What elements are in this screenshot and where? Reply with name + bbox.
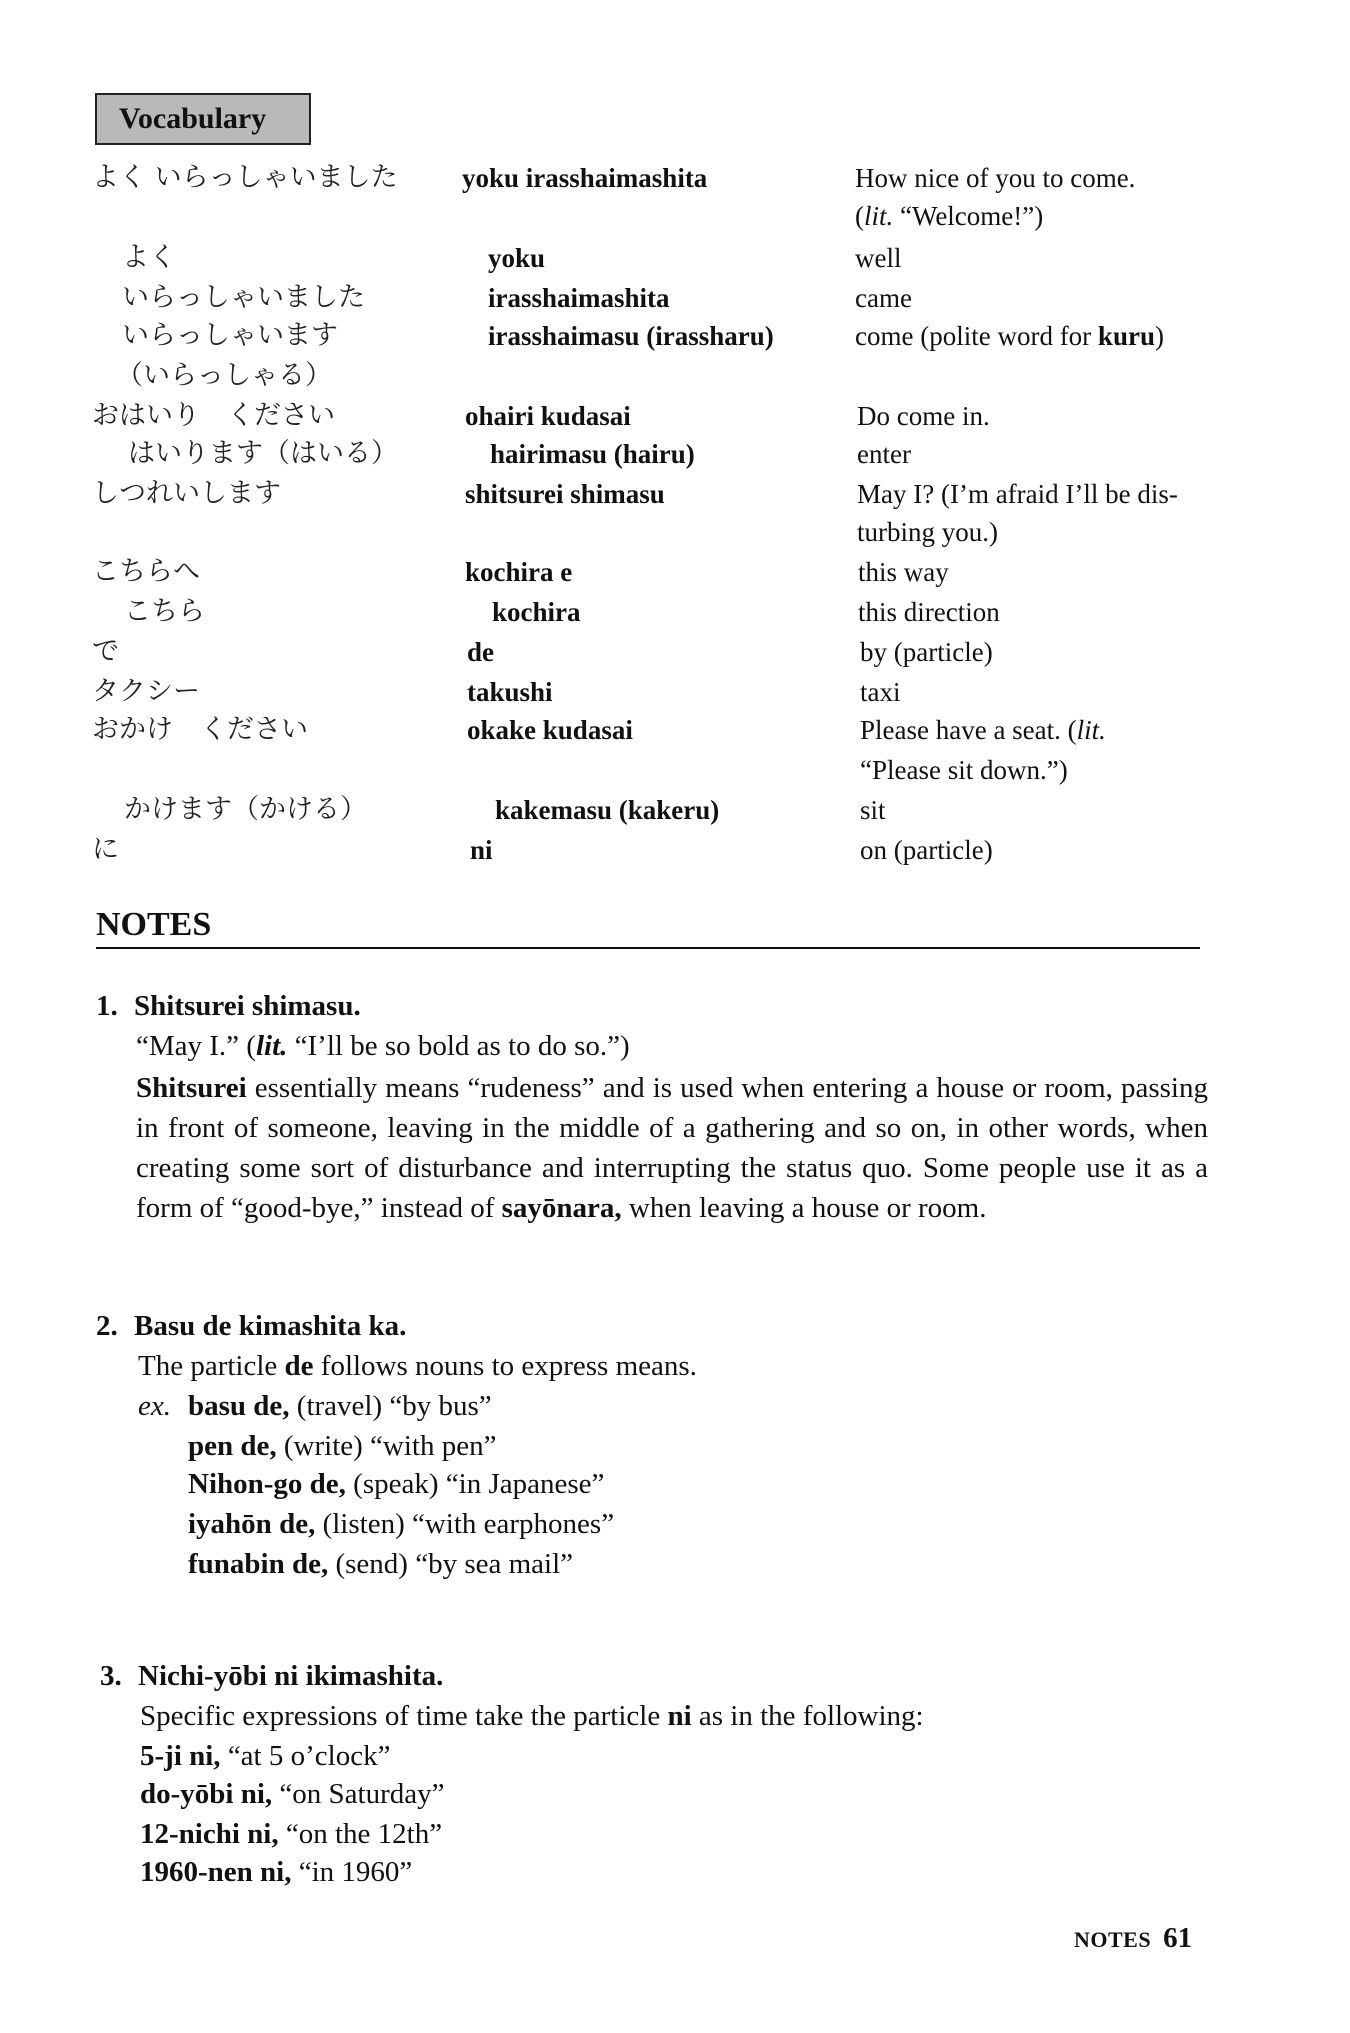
vocab-japanese: いらっしゃいます [122,320,338,351]
text-run: “on Saturday” [272,1778,445,1810]
note-3-heading [100,1660,443,1693]
note-2-heading [96,1310,406,1343]
example-line [188,1430,496,1463]
note-1-paragraph [136,1068,1208,1228]
lit-abbrev: lit. [255,1030,288,1062]
vocab-english [860,710,1106,750]
vocab-english-post: ) [1154,321,1164,351]
example-line [188,1390,492,1423]
lit-abbrev: lit. [1076,715,1106,745]
note-number: 3. [100,1660,122,1692]
vocab-english [855,316,1164,356]
vocab-english: “Please sit down.”) [860,755,1068,785]
text-run: (send) “by sea mail” [328,1548,574,1580]
note-1-translation [136,1030,630,1063]
vocab-english-bold: kuru [1097,321,1155,351]
vocab-english: sit [860,795,886,825]
vocab-english: taxi [860,677,901,707]
vocab-romaji: takushi [467,677,553,707]
vocab-romaji: kochira [492,597,581,627]
vocab-english-pre: Please have a seat. ( [860,715,1077,745]
vocab-english: by (particle) [860,637,993,667]
page-footer [1074,1922,1192,1955]
vocab-english: on (particle) [860,835,993,865]
text-run: follows nouns to express means. [313,1350,697,1382]
text-run: Specific expressions of time take the particle [140,1700,668,1732]
example-line [188,1508,614,1541]
example-line [140,1856,412,1889]
bold-term: sayōnara, [501,1192,622,1224]
text-run: “I’ll be so bold as to do so.”) [287,1030,630,1062]
vocab-romaji: yoku [488,243,546,273]
vocab-romaji: ni [470,835,493,865]
vocab-romaji: kochira e [465,557,573,587]
vocab-japanese: に [92,834,119,865]
bold-term: 5-ji ni, [140,1740,221,1772]
lit-abbrev: lit. [864,201,894,231]
vocab-romaji: okake kudasai [467,715,633,745]
bold-term: do-yōbi ni, [140,1778,273,1810]
vocab-english: this way [858,557,949,587]
bold-term: ni [667,1700,692,1732]
vocab-english [855,196,1043,236]
vocab-japanese: おかけ ください [92,714,308,745]
vocab-japanese: （いらっしゃる） [116,360,332,391]
page-number: 61 [1163,1922,1193,1954]
vocab-romaji: kakemasu (kakeru) [495,795,720,825]
example-line [140,1818,442,1851]
vocab-japanese: しつれいします [92,478,281,509]
text-run: (listen) “with earphones” [315,1508,615,1540]
vocab-japanese: よく いらっしゃいました [92,162,398,193]
text-run: (speak) “in Japanese” [345,1468,605,1500]
text-run: as in the following: [691,1700,924,1732]
vocab-romaji: irasshaimashita [488,283,670,313]
bold-term: de [284,1350,314,1382]
example-line [140,1740,390,1773]
bold-term: funabin de, [188,1548,329,1580]
vocab-romaji: irasshaimasu (irassharu) [488,321,774,351]
vocab-english: this direction [858,597,1000,627]
bold-term: 12-nichi ni, [140,1818,279,1850]
note-title: Nichi-yōbi ni ikimashita. [138,1660,444,1692]
text-run: “May I.” ( [136,1030,256,1062]
notes-divider [96,947,1200,949]
bold-term: basu de, [188,1390,290,1422]
bold-term: iyahōn de, [188,1508,316,1540]
vocab-japanese: こちら [124,596,205,627]
example-line [188,1548,573,1581]
vocab-japanese: おはいり ください [92,400,335,431]
vocab-english: May I? (I’m afraid I’ll be dis- [857,479,1178,509]
text-run: “at 5 o’clock” [220,1740,391,1772]
vocab-romaji: shitsurei shimasu [465,479,665,509]
vocab-japanese: タクシー [92,676,200,707]
vocab-english: turbing you.) [857,517,998,547]
vocab-romaji: ohairi kudasai [465,401,631,431]
vocab-english-pre: come (polite word for [855,321,1098,351]
vocab-english: came [855,283,912,313]
bold-term: Nihon-go de, [188,1468,346,1500]
text-run: (travel) “by bus” [289,1390,492,1422]
vocab-romaji: de [467,637,494,667]
vocab-english-post: “Welcome!”) [893,201,1044,231]
vocab-english-pre: ( [855,201,864,231]
vocab-japanese: はいります（はいる） [128,438,398,469]
note-title: Shitsurei shimasu. [134,990,361,1022]
bold-term: pen de, [188,1430,277,1462]
bold-term: 1960-nen ni, [140,1856,292,1888]
note-number: 2. [96,1310,118,1342]
note-number: 1. [96,990,118,1022]
vocab-english: enter [857,439,911,469]
bold-term: Shitsurei [136,1072,247,1104]
vocab-romaji: yoku irasshaimashita [462,163,708,193]
example-line [140,1778,445,1811]
text-run: The particle [138,1350,285,1382]
vocab-japanese: いらっしゃいました [122,282,365,313]
note-1-heading [96,990,361,1023]
vocab-romaji: hairimasu (hairu) [490,439,695,469]
text-run: essentially means “rudeness” and is used when entering a house or room, passing in front of someone, leaving in the middle of a gathering and so on, in other words, when creating some sort of disturbance and interrupting the status quo. Some people use it as a form of “good-bye,” instead of [136,1072,1208,1224]
example-label: ex. [138,1390,171,1422]
text-run: (write) “with pen” [276,1430,497,1462]
vocab-japanese: かけます（かける） [124,794,367,825]
vocabulary-heading: Vocabulary [95,93,311,145]
notes-heading: NOTES [96,906,212,943]
vocab-english: Do come in. [857,401,990,431]
running-footer-label: NOTES [1074,1927,1152,1952]
note-3-intro [140,1700,924,1733]
note-2-intro [138,1350,697,1383]
text-run: “on the 12th” [278,1818,443,1850]
text-run: “in 1960” [291,1856,413,1888]
vocab-japanese: よく [122,242,176,273]
example-line [188,1468,604,1501]
note-title: Basu de kimashita ka. [134,1310,407,1342]
vocab-japanese: こちらへ [92,556,200,587]
vocab-english: How nice of you to come. [855,163,1136,193]
text-run: when leaving a house or room. [621,1192,987,1224]
vocab-english: well [855,243,902,273]
vocab-japanese: で [92,636,119,667]
